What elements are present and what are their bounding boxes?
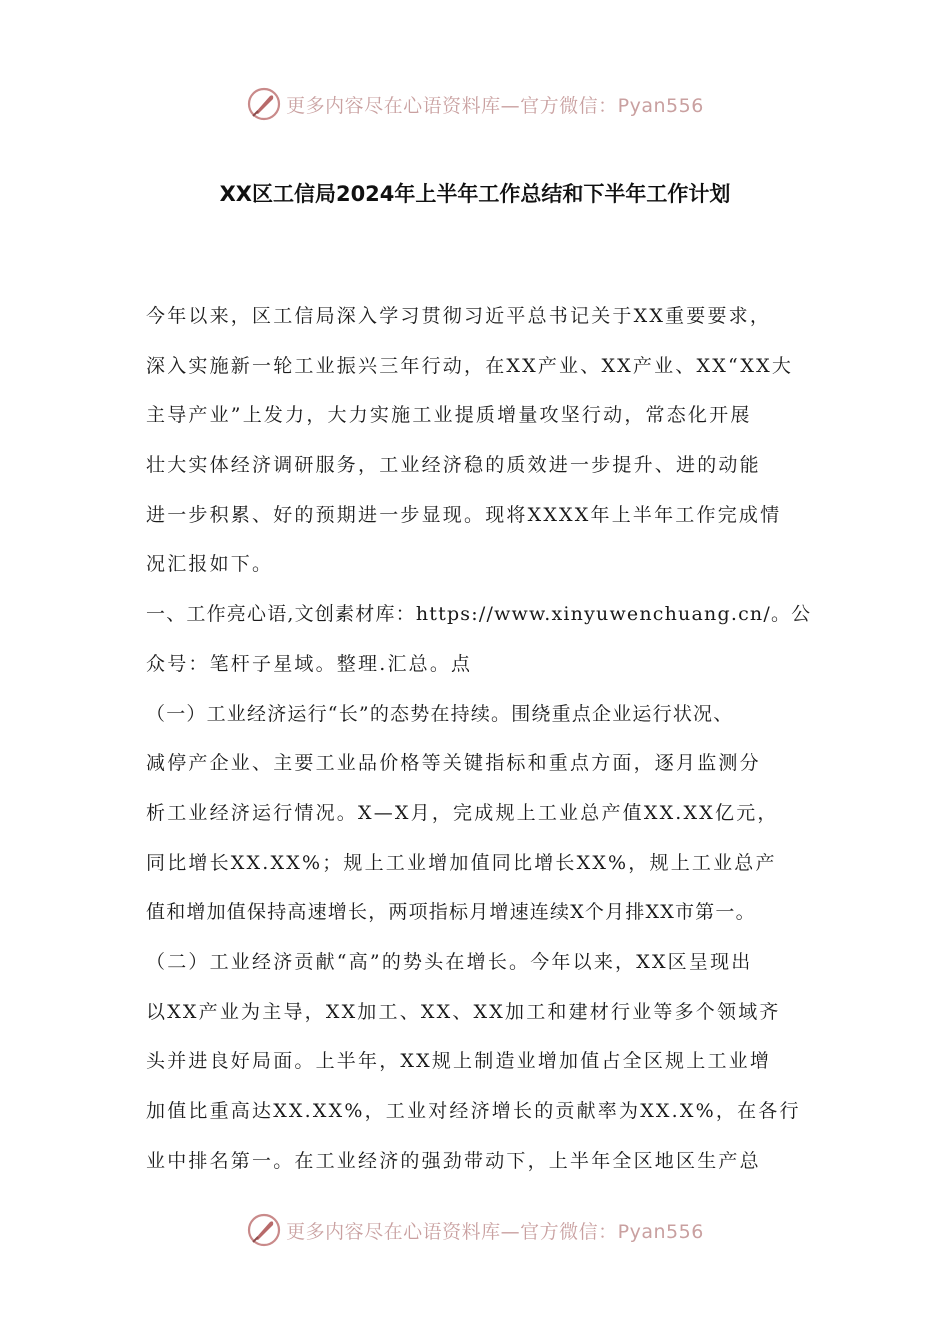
paragraph-line: 业中排名第一。在工业经济的强劲带动下，上半年全区地区生产总 xyxy=(146,1149,761,1172)
subsection-line: （一）工业经济运行“长”的态势在持续。围绕重点企业运行状况、 xyxy=(146,702,734,725)
watermark-text: 更多内容尽在心语资料库—官方微信：Pyan556 xyxy=(286,1220,704,1243)
watermark-banner-top xyxy=(0,84,950,124)
document-title: XX区工信局2024年上半年工作总结和下半年工作计划 xyxy=(219,182,731,206)
paragraph-line: 进一步积累、好的预期进一步显现。现将XXXX年上半年工作完成情 xyxy=(146,503,782,526)
paragraph-line: 头并进良好局面。上半年，XX规上制造业增加值占全区规上工业增 xyxy=(146,1050,772,1073)
paragraph-line: 壮大实体经济调研服务，工业经济稳的质效进一步提升、进的动能 xyxy=(146,454,761,477)
paragraph-line: 众号：笔杆子星域。整理.汇总。点 xyxy=(146,652,473,675)
paragraph-line: 析工业经济运行情况。X—X月，完成规上工业总产值XX.XX亿元， xyxy=(146,801,779,824)
watermark-text: 更多内容尽在心语资料库—官方微信：Pyan556 xyxy=(286,94,704,117)
paragraph-line: 减停产企业、主要工业品价格等关键指标和重点方面，逐月监测分 xyxy=(146,752,761,775)
quill-pen-logo-icon xyxy=(246,86,282,122)
paragraph-line: 主导产业”上发力，大力实施工业提质增量攻坚行动，常态化开展 xyxy=(146,404,752,427)
paragraph-line: 加值比重高达XX.XX%，工业对经济增长的贡献率为XX.X%，在各行 xyxy=(146,1100,801,1122)
paragraph-line: 况汇报如下。 xyxy=(146,553,274,576)
paragraph-line: 值和增加值保持高速增长，两项指标月增速连续X个月排XX市第一。 xyxy=(146,901,756,924)
paragraph-line: 今年以来，区工信局深入学习贯彻习近平总书记关于XX重要要求， xyxy=(146,305,772,327)
document-body xyxy=(146,292,816,1186)
subsection-line: （二）工业经济贡献“高”的势头在增长。今年以来，XX区呈现出 xyxy=(146,950,753,973)
paragraph-line: 同比增长XX.XX%；规上工业增加值同比增长XX%，规上工业总产 xyxy=(146,851,777,874)
section-heading-line: 一、工作亮心语,文创素材库：https://www.xinyuwenchuang.cn/。公 xyxy=(146,603,812,626)
watermark-banner-bottom xyxy=(0,1210,950,1250)
paragraph-line: 深入实施新一轮工业振兴三年行动，在XX产业、XX产业、XX“XX大 xyxy=(146,354,794,377)
paragraph-line: 以XX产业为主导，XX加工、XX、XX加工和建材行业等多个领域齐 xyxy=(146,1000,781,1023)
quill-pen-logo-icon xyxy=(246,1212,282,1248)
